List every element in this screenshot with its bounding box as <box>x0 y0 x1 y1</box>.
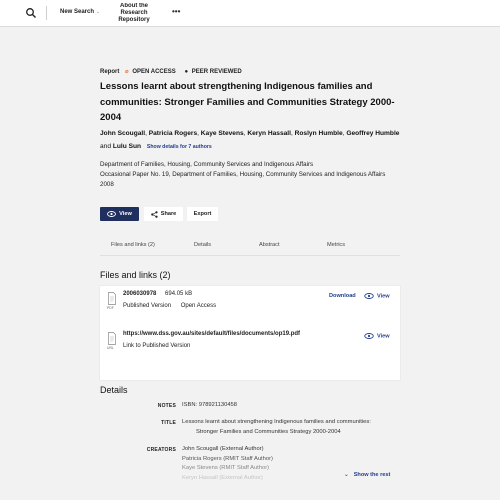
file-item <box>100 326 400 366</box>
share-button-label: Share <box>160 211 177 217</box>
title-line: Lessons learnt about strengthening Indigenous families and communities: <box>182 419 371 425</box>
record-badges <box>100 68 242 75</box>
author-name[interactable]: Roslyn Humble <box>294 130 343 137</box>
tab-details[interactable]: Details <box>194 242 212 248</box>
file-url[interactable]: https://www.dss.gov.au/sites/default/files/documents/op19.pdf <box>123 331 301 337</box>
file-version: Published Version <box>123 303 172 309</box>
new-search-link[interactable]: New Search <box>60 9 95 15</box>
view-button[interactable] <box>100 207 139 221</box>
view-button-label: View <box>119 211 132 217</box>
divider <box>46 6 47 20</box>
export-button-label: Export <box>193 211 212 217</box>
title-value <box>182 418 402 437</box>
file-item <box>100 286 400 326</box>
file-size: 694.05 kB <box>165 291 193 297</box>
record-type: Report <box>100 69 120 75</box>
title-label: TITLE <box>161 420 176 426</box>
tab-bar <box>100 238 400 256</box>
file-name: 2006030978 <box>123 291 157 297</box>
download-link[interactable]: Download <box>329 293 356 299</box>
file-view-link[interactable] <box>364 293 390 299</box>
creator-item: John Scougall (External Author) <box>182 446 264 452</box>
top-bar <box>0 0 500 27</box>
more-menu-icon[interactable]: ••• <box>172 7 181 16</box>
document-icon <box>108 292 116 305</box>
author-list: John Scougall, Patricia Rogers, Kaye Stevens, Keryn Hassall, Roslyn Humble, Geoffrey Humble and Lulu Sun Show details for 7 authors <box>100 130 400 150</box>
author-name[interactable]: Keryn Hassall <box>247 130 291 137</box>
open-access-icon: ⌀ <box>125 69 129 75</box>
file-type-label: PDF <box>107 306 114 310</box>
eye-icon <box>107 211 116 217</box>
chevron-down-icon: ⌄ <box>344 472 349 478</box>
details-heading: Details <box>100 385 128 395</box>
share-icon <box>151 211 158 218</box>
tab-files-and-links[interactable]: Files and links (2) <box>111 242 155 248</box>
share-button[interactable] <box>144 207 183 221</box>
author-name[interactable]: Patricia Rogers <box>148 130 198 137</box>
notes-label: NOTES <box>157 403 176 409</box>
search-icon[interactable] <box>25 7 37 19</box>
notes-value: ISBN: 978921130458 <box>182 402 238 408</box>
tab-metrics[interactable]: Metrics <box>327 242 346 248</box>
author-name[interactable]: Kaye Stevens <box>200 130 244 137</box>
author-name[interactable]: John Scougall <box>100 130 146 137</box>
file-info-line <box>123 303 216 309</box>
file-type-label: URL <box>107 346 114 350</box>
file-access: Open Access <box>180 303 217 309</box>
eye-icon <box>364 333 374 339</box>
creator-item: Kaye Stevens (RMIT Staff Author) <box>182 465 270 471</box>
author-name[interactable]: Lulu Sun <box>112 142 142 150</box>
url-view-label: View <box>377 333 390 340</box>
about-repository-menu[interactable]: About the Research Repository <box>118 3 150 23</box>
show-author-details-link[interactable]: Show details for 7 authors <box>146 143 212 150</box>
export-button[interactable] <box>187 207 218 221</box>
and-text: and <box>100 142 112 150</box>
file-version: Link to Published Version <box>123 343 191 349</box>
peer-reviewed-badge: PEER REVIEWED <box>191 69 242 75</box>
show-rest-button[interactable] <box>344 472 390 478</box>
open-access-badge: OPEN ACCESS <box>132 69 176 75</box>
tab-abstract[interactable]: Abstract <box>259 242 280 248</box>
record-meta <box>100 160 400 190</box>
title-line: Stronger Families and Communities Strategy 2000-2004 <box>196 428 341 435</box>
file-view-label: View <box>377 293 390 300</box>
series: Occasional Paper No. 19, Department of Families, Housing, Community Services and Indigenous Affairs <box>100 171 386 178</box>
file-name-line <box>123 291 192 297</box>
creator-item: Keryn Hassall (External Author) <box>182 474 263 481</box>
creator-item: Patricia Rogers (RMIT Staff Author) <box>182 455 273 462</box>
author-name[interactable]: Geoffrey Humble <box>346 130 400 137</box>
files-heading: Files and links (2) <box>100 270 171 280</box>
file-url-line <box>123 331 300 337</box>
record-title: Lessons learnt about strengthening Indigenous families and communities: Stronger Families and Communities Strategy 2000-2004 <box>100 81 395 123</box>
url-view-link[interactable] <box>364 333 390 339</box>
eye-icon <box>364 293 374 299</box>
files-card <box>100 286 400 380</box>
year: 2008 <box>100 181 114 188</box>
creators-label: CREATORS <box>146 447 176 453</box>
chevron-down-icon: ⌄ <box>96 9 101 15</box>
show-rest-label: Show the rest <box>353 472 391 478</box>
peer-reviewed-icon: ● <box>184 69 189 75</box>
file-info-line <box>123 343 190 349</box>
publisher: Department of Families, Housing, Community Services and Indigenous Affairs <box>100 161 314 168</box>
link-document-icon <box>108 332 116 345</box>
